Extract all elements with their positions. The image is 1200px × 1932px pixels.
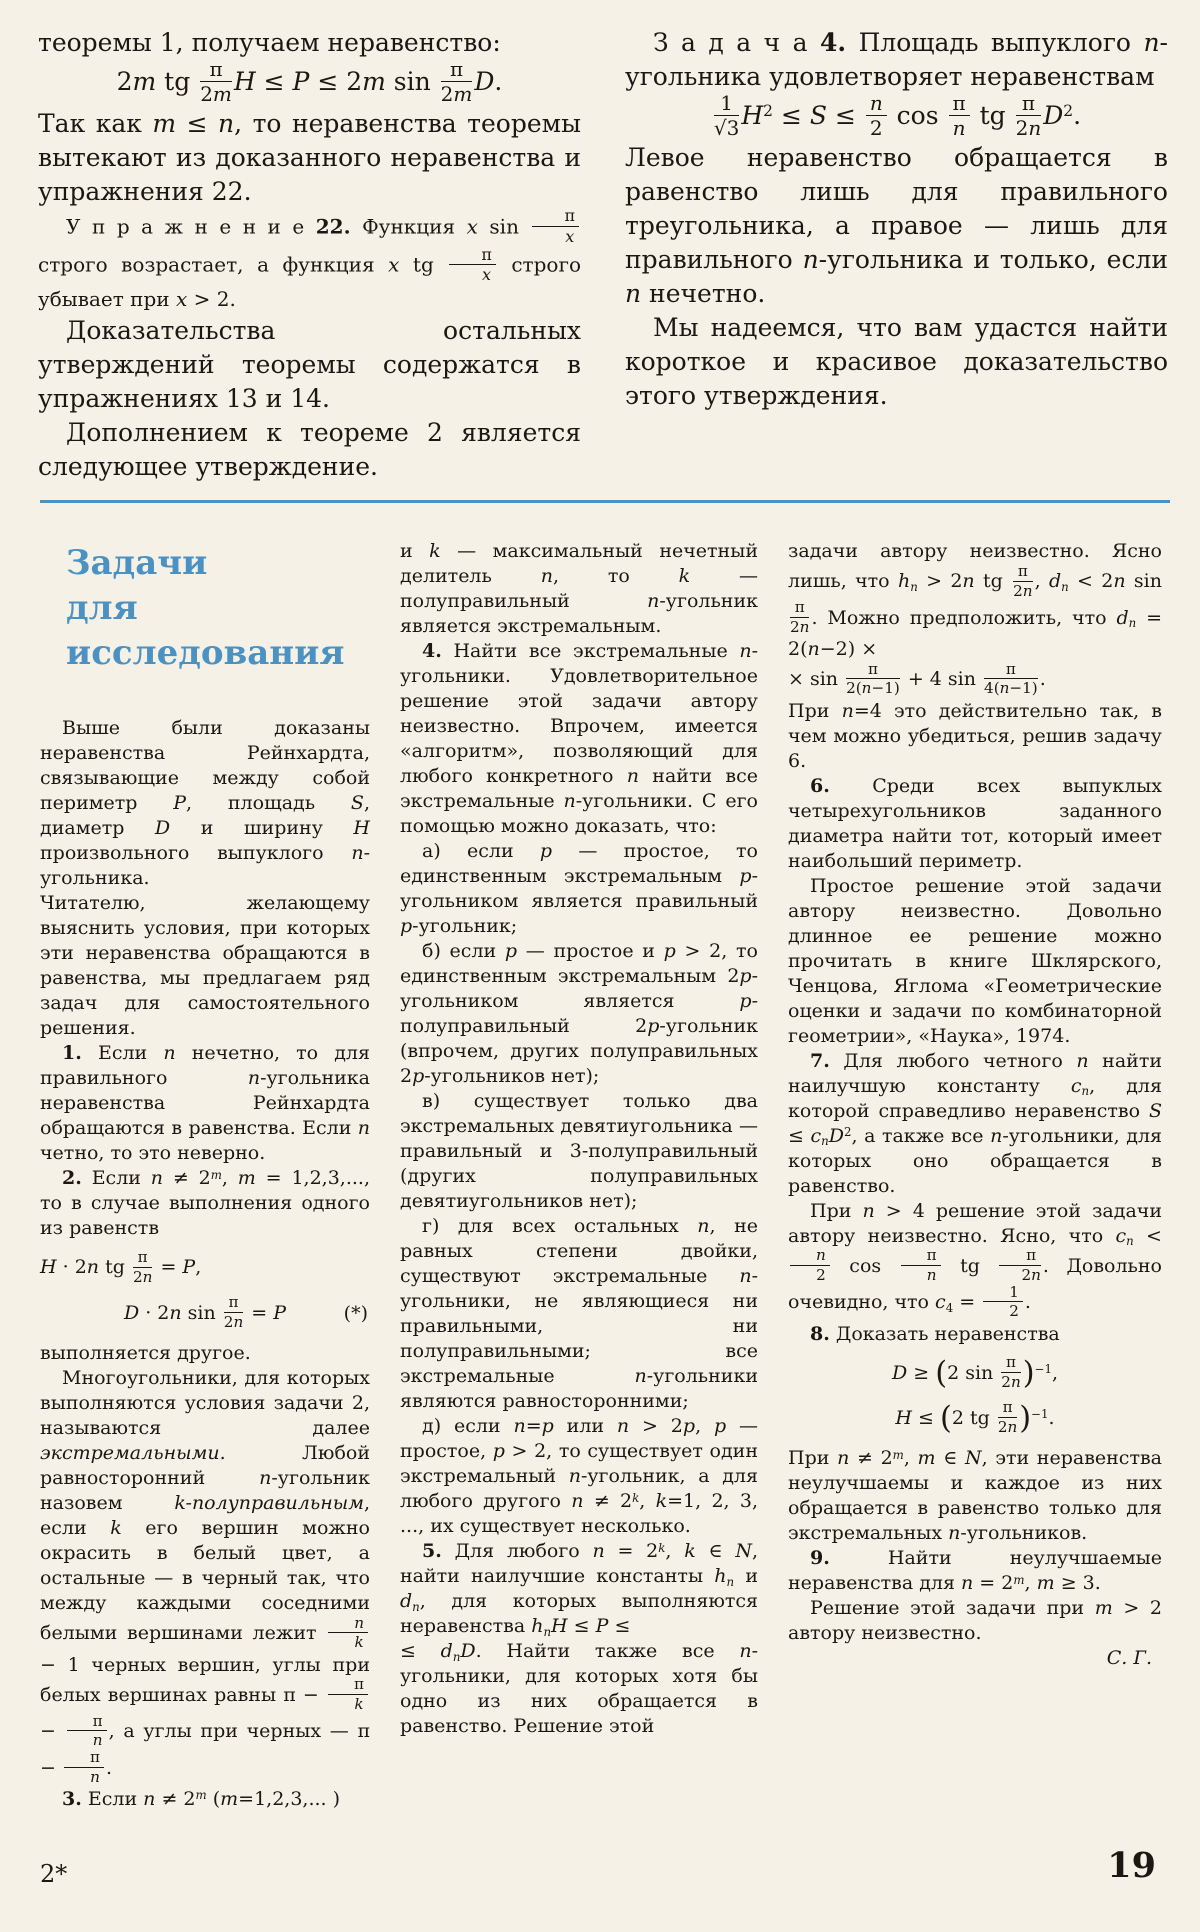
paragraph: г) для всех остальных n, не равных степени двойки, существуют экстремальные n-угольники, не являющиеся ни правильными, ни полуправильными; все экстремальные n-угольники являются равносторонними; [400,1215,758,1413]
paragraph: 2. Если $n \ne 2^m$, m = 1,2,3,..., то в случае выполнения одного из равенств [40,1167,370,1240]
paragraph: в) существует только два экстремальных девятиугольника — правильный и 3-полуправильный (других полуправильных девятиугольников нет); [400,1090,758,1213]
sheet-signature-mark: 2* [40,1860,68,1888]
paragraph: 3. Если $n \ne 2^m$ (m=1,2,3,... ) [62,1788,341,1810]
top-right-column [625,26,1168,484]
top-left-column [38,26,581,484]
paragraph: и k — максимальный нечетный делитель n, то k — полуправильный n-угольник является экстремальным. [400,540,759,638]
paragraph: Мы надеемся, что вам удастся найти короткое и красивое доказательство этого утверждения. [625,313,1168,410]
paragraph: При n=4 это действительно так, в чем можно убедиться, решив задачу 6. [788,699,1162,772]
paragraph: д) если n=p или n > 2p, p — простое, p > 2, то существует один экстремальный n-угольник, а для любого другого $n \ne 2^k$, k=1, 2, 3, ..., их существует несколько. [400,1415,758,1538]
column-1-text [40,716,370,1812]
paragraph: Многоугольники, для которых выполняются условия задачи 2, называются далее экстремальными. Любой равносторонний n-угольник назовем k-полуправильным, если k его вершин можно окрасить в белый цвет, а остальные — в черный так, что между каждыми соседними белыми вершинами лежит $\frac{n}{k}$ − 1 черных вершин, углы при белых вершинах равны π − $\frac{\pi}{k}$ − $\frac{\pi}{n}$ , а углы при черных — π − $\frac{\pi}{n}$ . [40,1367,370,1786]
paragraph: 6. Среди всех выпуклых четырехугольников заданного диаметра найти тот, который имеет наибольший периметр. [788,774,1162,872]
paragraph: Решение этой задачи при m > 2 автору неизвестно. [788,1597,1162,1645]
heading-line: Задачи [66,543,208,584]
author-signature: С. Г. [1106,1647,1152,1670]
heading-line: исследования [66,633,345,674]
paragraph: Простое решение этой задачи автору неизвестно. Довольно длинное ее решение можно прочитать в книге Шклярского, Ченцова, Яглома «Геометрические оценки и задачи по комбинаторной геометрии», «Наука», 1974. [788,874,1162,1047]
paragraph: Левое неравенство обращается в равенство лишь для правильного треугольника, а правое — лишь для правильного n-угольника и только, если n нечетно. [625,143,1168,308]
paragraph: З а д а ч а 4. Площадь выпуклого n-угольника удовлетворяет неравенствам [625,28,1168,91]
column-3 [788,539,1162,1812]
formula: 2m tg $\frac{\pi}{2m}$ H ≤ P ≤ 2m sin $\frac{\pi}{2m}$ D. [116,57,503,106]
paragraph: б) если p — простое и p > 2, то единственным экстремальным 2p-угольником является p-полуправильный 2p-угольник (впрочем, других полуправильных 2p-угольников нет); [400,940,758,1088]
paragraph: 1. Если n нечетно, то для правильного n-угольника неравенства Рейнхардта обращаются в равенства. Если n четно, то это неверно. [40,1042,370,1165]
paragraph: Так как m ≤ n, то неравенства теоремы вытекают из доказанного неравенства и упражнения 22. [38,109,581,206]
formula: H · 2n tg $\frac{\pi}{2n}$ = P, [40,1247,202,1286]
paragraph: Выше были доказаны неравенства Рейнхардта, связывающие между собой периметр P, площадь S, диаметр D и ширину H произвольного выпуклого n-угольника. [40,717,370,890]
equation-tag: (*) [343,1302,368,1325]
paragraph: Читателю, желающему выяснить условия, при которых эти неравенства обращаются в равенства, мы предлагаем ряд задач для самостоятельного решения. [40,892,370,1040]
formula: $\frac{1}{√3}$ $H^2 \le S$ ≤ $\frac{n}{2}$ cos $\frac{\pi}{n}$ tg $\frac{\pi}{2n}$ $D^2$. [713,91,1082,140]
formula: H ≤ (2 tg $\frac{\pi}{2n}$ )$^{-1}$. [895,1398,1055,1437]
formula: D · 2n sin $\frac{\pi}{2n}$ = P (*) [123,1293,368,1332]
heading-line: для [66,588,138,629]
top-section [0,0,1200,484]
column-1 [40,539,370,1812]
paragraph: Дополнением к теореме 2 является следующее утверждение. [38,418,581,482]
formula: D ≥ (2 sin $\frac{\pi}{2n}$ )$^{-1}$, [891,1353,1059,1391]
section-heading [66,541,370,676]
problems-section [0,503,1200,1812]
paragraph: задачи автору неизвестно. Ясно лишь, что $h_n > 2n$ tg $\frac{\pi}{2n}$ , $d_n < 2n$ sin $\frac{\pi}{2n}$ . Можно предположить, что $d_n = 2(n-2)$ × × sin $\frac{\pi}{2(n-1)}$ + 4 sin $\frac{\pi}{4(n-1)}$ . [788,540,1162,698]
page-number: 19 [1107,1845,1156,1886]
paragraph: Доказательства остальных утверждений теоремы содержатся в упражнениях 13 и 14. [38,316,581,414]
paragraph: теоремы 1, получаем неравенство: [38,28,501,57]
paragraph: а) если p — простое, то единственным экстремальным p-угольником является правильный p-угольник; [400,840,758,938]
paragraph: При $n \ne 2^m$, m ∈ N, эти неравенства неулучшаемы и каждое из них обращается в равенство только для экстремальных n-угольников. [788,1447,1162,1545]
paragraph: 5. Для любого $n = 2^k$, k ∈ N, найти наилучшие константы $h_n$ и $d_n$, для которых выполняются неравенства $h_nH \le P$ ≤ ≤ $d_nD$. Найти также все n-угольники, для которых хотя бы одно из них обращается в равенство. Решение этой [400,1540,759,1738]
paragraph: При n > 4 решение этой задачи автору неизвестно. Ясно, что $c_n$ < $\frac{n}{2}$ cos $\frac{\pi}{n}$ tg $\frac{\pi}{2n}$ . Довольно очевидно, что $c_4$ = $\frac{1}{2}$ . [788,1199,1163,1321]
paragraph: У п р а ж н е н и е 22. Функция x sin $\frac{\pi}{x}$ строго возрастает, а функция x tg $\frac{\pi}{x}$ строго убывает при x > 2. [38,206,581,312]
paragraph: выполняется другое. [40,1342,251,1365]
column-2 [400,539,758,1812]
paragraph: 9. Найти неулучшаемые неравенства для $n = 2^m$, m ≥ 3. [788,1547,1162,1595]
paragraph: 7. Для любого четного n найти наилучшую константу $c_n$, для которой справедливо неравенство $S \le c_nD^2$, а также все n-угольники, для которых оно обращается в равенство. [788,1049,1163,1197]
paragraph: 4. Найти все экстремальные n-угольники. Удовлетворительное решение этой задачи автору неизвестно. Впрочем, имеется «алгоритм», позволяющий для любого конкретного n найти все экстремальные n-угольники. С его помощью можно доказать, что: [400,640,758,838]
paragraph: 8. Доказать неравенства [810,1322,1060,1345]
